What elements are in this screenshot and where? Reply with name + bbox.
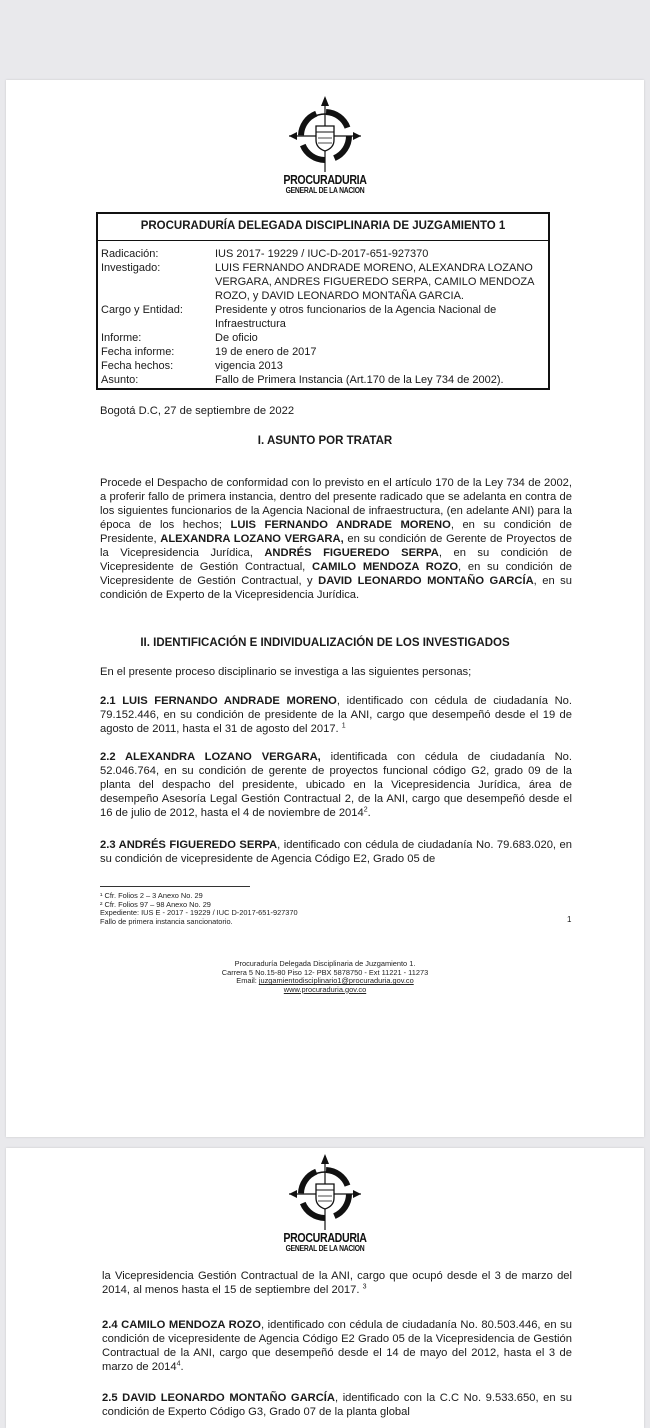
info-row [101, 331, 544, 345]
section-1-paragraph [100, 476, 572, 602]
text-run: la Vicepresidencia Gestión Contractual de la ANI, cargo que ocupó desde el 3 de marzo del 2014, al menos hasta el 15 de septiembre del 2017. [102, 1270, 572, 1296]
procuraduria-logo [6, 1154, 644, 1253]
footnote-ref: 1 [341, 722, 346, 730]
investigated-name: ANDRÉS FIGUEREDO SERPA [264, 547, 439, 559]
footnote: ² Cfr. Folios 97 – 98 Anexo No. 29 [100, 899, 211, 909]
info-value: vigencia 2013 [215, 360, 283, 372]
coat-of-arms-icon [285, 1154, 365, 1232]
investigated-name: ALEXANDRA LOZANO VERGARA, [160, 533, 344, 545]
text-run: , en su condición de Vicepresidente de Gestión Contractual, y [100, 561, 573, 587]
logo-subtitle: GENERAL DE LA NACION [285, 186, 365, 195]
info-label: Radicación: [101, 248, 159, 260]
document-page-2 [6, 1148, 644, 1428]
info-value: 19 de enero de 2017 [215, 346, 317, 358]
info-row [101, 359, 544, 373]
item-heading: 2.5 DAVID LEONARDO MONTAÑO GARCÍA [102, 1392, 335, 1404]
footnote: Expediente: IUS E - 2017 - 19229 / IUC D-2017-651-927370 [100, 908, 298, 918]
logo-subtitle: GENERAL DE LA NACION [285, 1244, 365, 1253]
info-row [101, 303, 544, 331]
text-run: Procede el Despacho de conformidad con lo previsto en el artículo 170 de la Ley 734 de 2002, a proferir fallo de primera instancia, dentro del presente radicado que se adelanta en contra de los siguientes funcionarios de la Agencia Nacional de infraestructura, (en adelante ANI) para la época de los hechos; [100, 477, 572, 531]
footer-email-label: Email: [236, 976, 259, 986]
info-label: Informe: [101, 332, 142, 344]
procuraduria-logo [6, 96, 644, 195]
info-value: De oficio [215, 332, 258, 344]
page-number: 1 [567, 915, 572, 924]
text-run: identificada con cédula de ciudadanía No. 52.046.764, en su condición de gerente de proyectos funcional código G2, grado 09 de la planta del despacho del presidente, ubicado en la Vicepresidencia Jurídica, área de desempeño Asesoría Legal Gestión Contractual 2, de la ANI, cargo que desempeñó desde el 16 de julio de 2012, hasta el 4 de noviembre de 2014 [100, 751, 572, 819]
info-label: Fecha informe: [101, 346, 175, 358]
investigated-name: CAMILO MENDOZA ROZO [312, 561, 459, 573]
paragraph-2-5 [102, 1391, 572, 1419]
footnote: Fallo de primera instancia sancionatorio. [100, 916, 233, 926]
text-run: , en su condición de Presidente, [100, 519, 573, 545]
paragraph-2-1 [100, 694, 572, 736]
item-heading: 2.1 LUIS FERNANDO ANDRADE MORENO [100, 695, 337, 707]
footnote-ref: 4 [176, 1360, 181, 1368]
section-2-intro: En el presente proceso disciplinario se investiga a las siguientes personas; [100, 666, 472, 678]
footer-office: Procuraduría Delegada Disciplinaria de Juzgamiento 1. [234, 959, 416, 968]
logo-name: PROCURADURIA [283, 1231, 367, 1245]
text-run: , identificado con cédula de ciudadanía No. 79.152.446, en su condición de presidente de la ANI, cargo que desempeñó desde el 19 de agosto de 2011, hasta el 31 de agosto del 2017. [100, 695, 572, 735]
paragraph-2-2 [100, 750, 572, 820]
case-info-table [101, 247, 544, 387]
document-page-1 [6, 80, 644, 1137]
footer-web-link[interactable]: www.procuraduria.gov.co [283, 984, 367, 994]
item-heading: 2.3 ANDRÉS FIGUEREDO SERPA [100, 839, 278, 851]
case-info-title: PROCURADURÍA DELEGADA DISCIPLINARIA DE JUZGAMIENTO 1 [98, 214, 548, 241]
info-row [101, 373, 544, 387]
item-heading: 2.2 ALEXANDRA LOZANO VERGARA, [100, 751, 321, 763]
footer-email-link[interactable]: juzgamientodisciplinario1@procuraduria.gov.co [258, 976, 414, 986]
investigated-name: LUIS FERNANDO ANDRADE MORENO [230, 519, 451, 531]
footnote-divider [100, 886, 250, 887]
info-value: Fallo de Primera Instancia (Art.170 de la Ley 734 de 2002). [215, 374, 504, 386]
item-heading: 2.4 CAMILO MENDOZA ROZO [102, 1319, 261, 1331]
footnote-ref: 3 [362, 1283, 367, 1291]
paragraph-2-3 [100, 838, 572, 866]
text-run: en su condición de Gerente de Proyectos de la Vicepresidencia Jurídica, [100, 533, 572, 559]
text-run: , en su condición de Experto de la Vicepresidencia Jurídica. [100, 575, 572, 601]
info-value: LUIS FERNANDO ANDRADE MORENO, ALEXANDRA LOZANO VERGARA, ANDRES FIGUEREDO SERPA, CAMILO MENDOZA ROZO, y DAVID LEONARDO MONTAÑA GARCIA. [215, 262, 534, 302]
logo-name: PROCURADURIA [283, 173, 367, 187]
info-label: Fecha hechos: [101, 360, 174, 372]
text-run: , en su condición de Vicepresidente de Gestión Contractual, [100, 547, 573, 573]
paragraph-2-4 [102, 1318, 572, 1374]
text-run: , identificado con cédula de ciudadanía No. 80.503.446, en su condición de vicepresidente de Agencia Código E2 Grado 05 de la Vicepresidencia de Gestión Contractual de la ANI, cargo que desempeñó desde el 14 de mayo del 2012, hasta el 3 de marzo de 2014 [102, 1319, 572, 1373]
info-label: Investigado: [101, 262, 161, 274]
footnote-ref: 2 [363, 806, 368, 814]
footnotes [100, 892, 298, 926]
footnote: ¹ Cfr. Folios 2 – 3 Anexo No. 29 [100, 891, 203, 900]
investigated-name: DAVID LEONARDO MONTAÑO GARCÍA [318, 575, 534, 587]
info-row [101, 247, 544, 261]
page-footer [6, 960, 644, 994]
text-run: . [367, 807, 371, 819]
section-1-heading: I. ASUNTO POR TRATAR [257, 435, 393, 447]
info-label: Cargo y Entidad: [101, 304, 183, 316]
text-run: . [180, 1361, 184, 1373]
text-run: , identificado con cédula de ciudadanía No. 79.683.020, en su condición de vicepresidente de Agencia Código E2, Grado 05 de [100, 839, 572, 865]
section-2-heading: II. IDENTIFICACIÓN E INDIVIDUALIZACIÓN DE LOS INVESTIGADOS [140, 637, 510, 649]
paragraph-2-3-continued [102, 1269, 572, 1297]
footer-address: Carrera 5 No.15-80 Piso 12- PBX 5878750 - Ext 11221 - 11273 [221, 967, 429, 977]
info-value: IUS 2017- 19229 / IUC-D-2017-651-927370 [215, 248, 429, 260]
text-run: , identificado con la C.C No. 9.533.650, en su condición de Experto Código G3, Grado 07 de la planta global [102, 1392, 572, 1418]
info-row [101, 345, 544, 359]
date-line: Bogotá D.C, 27 de septiembre de 2022 [100, 405, 295, 417]
info-value: Presidente y otros funcionarios de la Agencia Nacional de Infraestructura [215, 304, 497, 330]
coat-of-arms-icon [285, 96, 365, 174]
info-label: Asunto: [101, 374, 139, 386]
info-row [101, 261, 544, 303]
case-info-box [96, 212, 550, 390]
